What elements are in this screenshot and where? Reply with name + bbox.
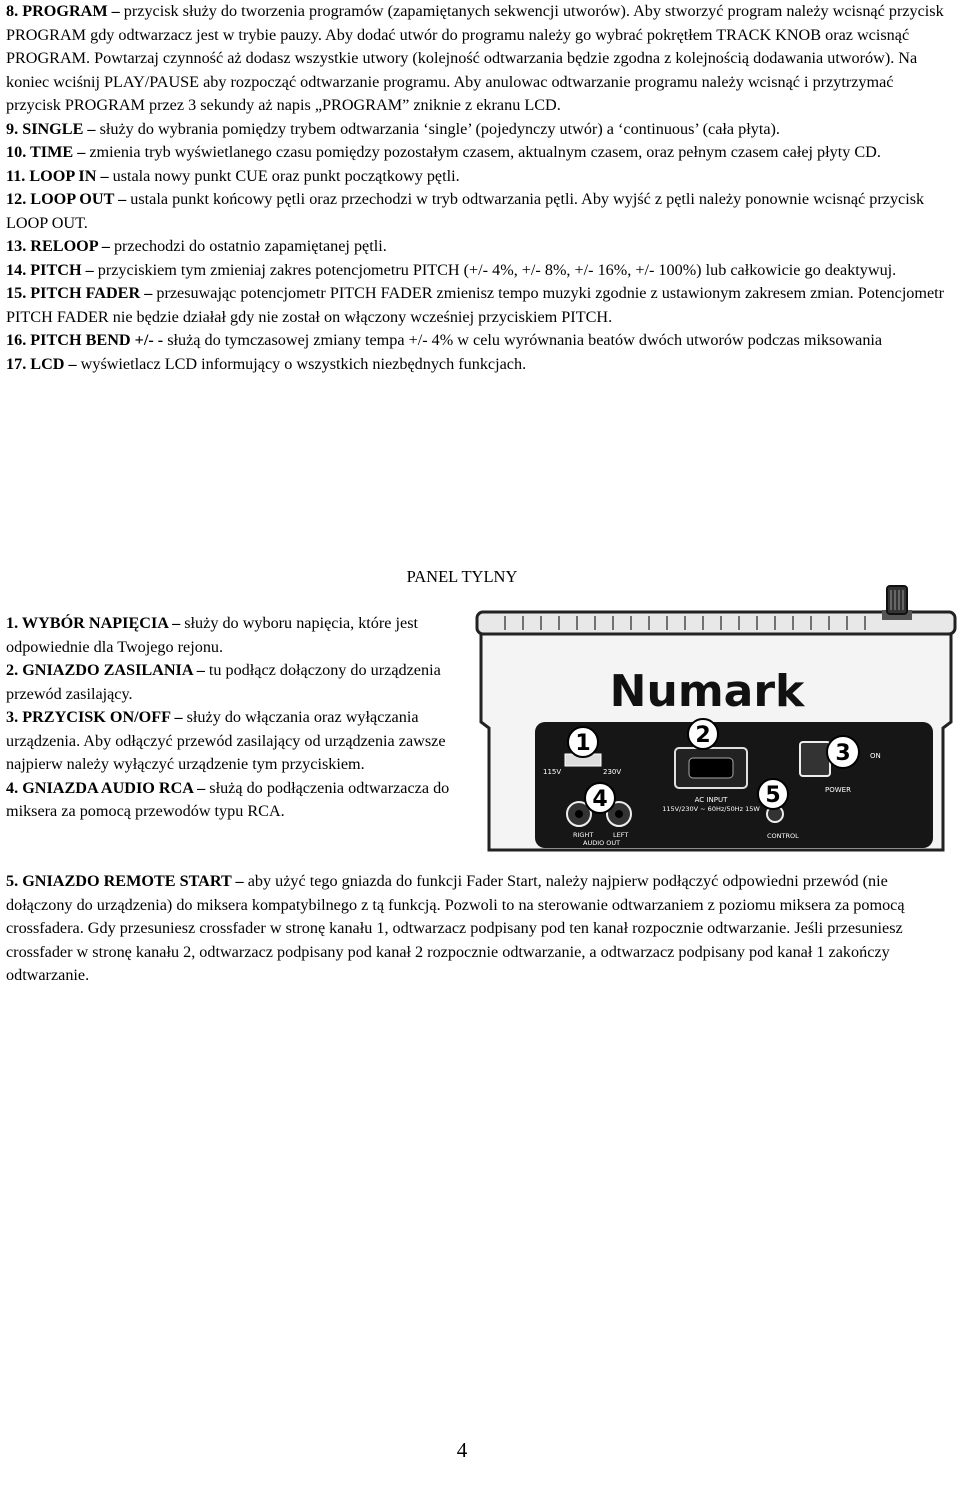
item-text: wyświetlacz LCD informujący o wszystkich niezbędnych funkcjach. bbox=[80, 354, 527, 373]
item-text: przyciskiem tym zmieniaj zakres potencjometru PITCH (+/- 4%, +/- 8%, +/- 16%, +/- 100%) lub całkowicie go deaktywuj. bbox=[97, 260, 897, 279]
item-text: służy do wybrania pomiędzy trybem odtwarzania ‘single’ (pojedynczy utwór) a ‘continuous’ (cała płyta). bbox=[99, 119, 780, 138]
label-ac-input: AC INPUT bbox=[694, 796, 728, 804]
label-ac-spec: 115V/230V ~ 60Hz/50Hz 15W bbox=[662, 805, 760, 813]
item-key: 2. GNIAZDO ZASILANIA – bbox=[6, 661, 209, 679]
callout-5 bbox=[758, 779, 788, 809]
callout-5-number: 5 bbox=[765, 783, 781, 808]
rca-right-pin bbox=[575, 810, 583, 818]
item-key: 3. PRZYCISK ON/OFF – bbox=[6, 708, 187, 726]
page-number: 4 bbox=[456, 1438, 468, 1462]
item-text: przycisk służy do tworzenia programów (zapamiętanych sekwencji utworów). Aby stworzyć program należy wcisnąć przycisk PROGRAM gdy odtwarzacz jest w trybie pauzy. Aby dodać utwór do programu należy go wybrać pokrętłem TRACK KNOB oraz wcisnąć PROGRAM. Powtarzaj czynność aż dodasz wszystkie utwory (kolejność odtwarzania będzie zgodna z kolejnością dodawania utworów). Na koniec wciśnij PLAY/PAUSE aby rozpocząć odtwarzanie programu. Aby anulowac odtwarzanie programu należy wcisnąć i przytrzymać przycisk PROGRAM przez 3 sekundy aż napis „PROGRAM” zniknie z ekranu LCD. bbox=[6, 2, 944, 114]
item-key: 10. TIME – bbox=[6, 143, 90, 161]
callout-4 bbox=[585, 783, 615, 813]
rear-item-4 bbox=[6, 777, 458, 824]
rear-item-3 bbox=[6, 706, 458, 777]
item-key: 11. LOOP IN – bbox=[6, 166, 113, 185]
callout-3-number: 3 bbox=[835, 741, 851, 766]
callout-2 bbox=[688, 719, 718, 749]
item-text: służy do wyboru napięcia, które jest odpowiednie dla Twojego rejonu. bbox=[6, 614, 419, 656]
item-text: służą do tymczasowej zmiany tempa +/- 4% w celu wyrównania beatów dwóch utworów podczas miksowania bbox=[167, 331, 883, 349]
label-115v: 115V bbox=[543, 768, 562, 776]
item-text: ustala nowy punkt CUE oraz punkt początkowy pętli. bbox=[112, 166, 460, 185]
remote-start-section bbox=[6, 870, 952, 988]
item-key: 16. PITCH BEND +/- - bbox=[6, 331, 168, 349]
item-key: 13. RELOOP – bbox=[6, 237, 114, 255]
function-item-17 bbox=[6, 353, 952, 377]
item-key: 8. PROGRAM – bbox=[6, 2, 124, 20]
rear-item-5 bbox=[6, 870, 952, 988]
label-control: CONTROL bbox=[767, 832, 799, 840]
label-left: LEFT bbox=[613, 831, 629, 839]
rear-panel-list bbox=[6, 612, 458, 824]
rear-item-1 bbox=[6, 612, 458, 659]
brand-logo: Numark bbox=[609, 666, 805, 717]
function-item-11 bbox=[6, 165, 952, 189]
label-audio-out: AUDIO OUT bbox=[583, 839, 621, 847]
function-item-15 bbox=[6, 282, 952, 329]
power-switch bbox=[800, 742, 830, 776]
function-list bbox=[6, 0, 952, 376]
label-right: RIGHT bbox=[573, 831, 594, 839]
item-key: 5. GNIAZDO REMOTE START – bbox=[6, 872, 248, 890]
function-item-16 bbox=[6, 329, 952, 353]
item-text: aby użyć tego gniazda do funkcji Fader Start, należy najpierw podłączyć odpowiedni przewód (nie dołączony do urządzenia) do miksera kompatybilnego z tą funkcją. Pozwoli to na sterowanie odtwarzaniem z poziomu miksera za pomocą crossfadera. Gdy przesuniesz crossfader w stronę kanału 1, odtwarzacz podpisany pod ten kanał rozpocznie odtwarzanie. Jeśli przesuniesz crossfader w stronę kanału 2, odtwarzacz podpisany pod kanał 2 rozpocznie odtwarzanie, a odtwarzacz podpisany pod kanał 1 zakończy odtwarzanie. bbox=[6, 872, 905, 984]
callout-1 bbox=[568, 727, 598, 757]
rear-panel-illustration bbox=[475, 582, 960, 862]
item-text: przesuwając potencjometr PITCH FADER zmienisz tempo muzyki zgodnie z ustawionym zakresem zmian. Potencjometr PITCH FADER nie będzie działał gdy nie został on włączony wcześniej przyciskiem PITCH. bbox=[6, 284, 945, 326]
callout-2-number: 2 bbox=[695, 723, 711, 748]
item-key: 17. LCD – bbox=[6, 354, 81, 373]
item-key: 12. LOOP OUT – bbox=[6, 190, 131, 208]
function-item-9 bbox=[6, 118, 952, 142]
item-text: służą do podłączenia odtwarzacza do miksera za pomocą przewodów typu RCA. bbox=[6, 778, 450, 820]
function-item-14 bbox=[6, 259, 952, 283]
item-key: 14. PITCH – bbox=[6, 260, 98, 279]
knob-icon bbox=[887, 586, 907, 614]
callout-3 bbox=[827, 736, 859, 768]
function-item-12 bbox=[6, 188, 952, 235]
item-text: zmienia tryb wyświetlanego czasu pomiędzy pozostałym czasem, aktualnym czasem, oraz pełnym czasem całej płyty CD. bbox=[89, 143, 881, 161]
label-on: ON bbox=[870, 752, 881, 760]
function-item-10 bbox=[6, 141, 952, 165]
rear-panel-figure bbox=[475, 582, 960, 862]
item-key: 9. SINGLE – bbox=[6, 119, 100, 138]
function-item-8 bbox=[6, 0, 952, 118]
section-title: PANEL TYLNY bbox=[406, 567, 518, 586]
rca-left-pin bbox=[615, 810, 623, 818]
callout-4-number: 4 bbox=[592, 787, 608, 812]
item-key: 1. WYBÓR NAPIĘCIA – bbox=[6, 614, 185, 632]
item-text: tu podłącz dołączony do urządzenia przewód zasilający. bbox=[6, 661, 441, 703]
rear-item-2 bbox=[6, 659, 458, 706]
item-key: 4. GNIAZDA AUDIO RCA – bbox=[6, 778, 210, 797]
label-power: POWER bbox=[825, 786, 851, 794]
label-230v: 230V bbox=[603, 768, 622, 776]
item-text: ustala punkt końcowy pętli oraz przechodzi w tryb odtwarzania pętli. Aby wyjść z pętli należy ponownie wcisnąć przycisk LOOP OUT. bbox=[6, 190, 925, 232]
item-text: służy do włączania oraz wyłączania urządzenia. Aby odłączyć przewód zasilający od urządzenia zawsze najpierw należy wyłączyć urządzenie tym przyciskiem. bbox=[6, 708, 446, 773]
ac-socket-inner bbox=[689, 758, 733, 778]
item-key: 15. PITCH FADER – bbox=[6, 284, 157, 302]
function-item-13 bbox=[6, 235, 952, 259]
item-text: przechodzi do ostatnio zapamiętanej pętli. bbox=[113, 237, 387, 255]
callout-1-number: 1 bbox=[575, 731, 591, 756]
